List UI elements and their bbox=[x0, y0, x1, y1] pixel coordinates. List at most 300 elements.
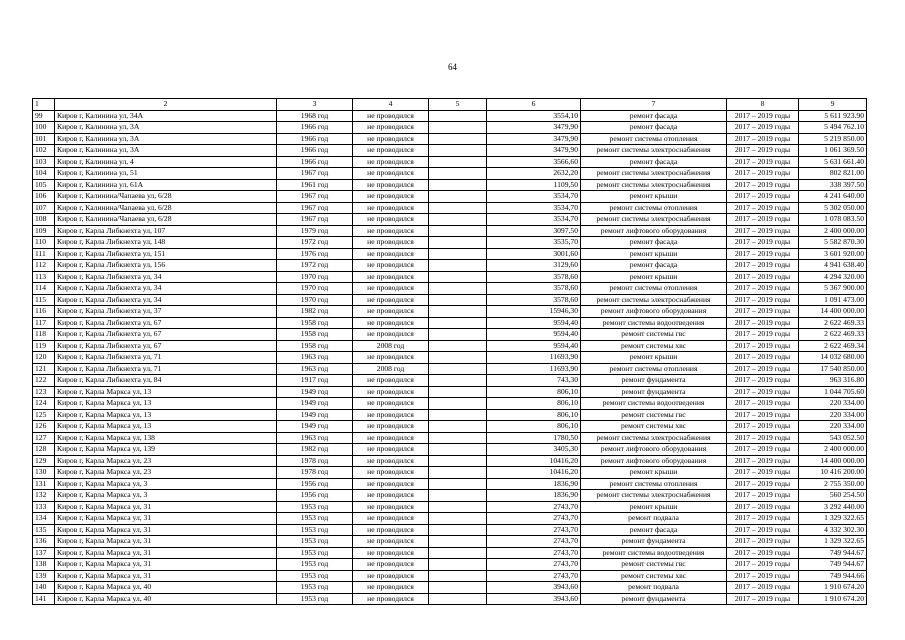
cell-work-type: ремонт подвала bbox=[581, 582, 727, 594]
cell-total-area: 1780,50 bbox=[487, 432, 581, 444]
cell-address: Киров г, Карла Маркса ул, 13 bbox=[55, 398, 277, 410]
cell-cost: 2 622 469.33 bbox=[799, 329, 867, 341]
cell-row-number: 137 bbox=[33, 547, 55, 559]
column-header: 2 bbox=[55, 99, 277, 111]
cell-address: Киров г, Карла Маркса ул, 31 bbox=[55, 524, 277, 536]
column-header: 5 bbox=[429, 99, 487, 111]
cell-work-type: ремонт фасада bbox=[581, 110, 727, 122]
cell-total-area: 3566,60 bbox=[487, 156, 581, 168]
cell-row-number: 129 bbox=[33, 455, 55, 467]
cell-last-repair-year: не проводился bbox=[353, 501, 429, 513]
table-row bbox=[33, 271, 867, 283]
cell-period: 2017 – 2019 годы bbox=[727, 110, 799, 122]
cell-build-year: 1979 год bbox=[277, 225, 353, 237]
cell-empty-cell bbox=[429, 386, 487, 398]
cell-address: Киров г, Калинина ул, 3А bbox=[55, 145, 277, 157]
cell-address: Киров г, Калинина ул, 34А bbox=[55, 110, 277, 122]
cell-total-area: 806,10 bbox=[487, 386, 581, 398]
table-row bbox=[33, 524, 867, 536]
cell-empty-cell bbox=[429, 398, 487, 410]
cell-cost: 10 416 200.00 bbox=[799, 467, 867, 479]
cell-cost: 749 944.67 bbox=[799, 559, 867, 571]
cell-empty-cell bbox=[429, 478, 487, 490]
cell-total-area: 1836,90 bbox=[487, 490, 581, 502]
cell-row-number: 123 bbox=[33, 386, 55, 398]
cell-row-number: 140 bbox=[33, 582, 55, 594]
cell-cost: 338 397.50 bbox=[799, 179, 867, 191]
cell-total-area: 9594,40 bbox=[487, 317, 581, 329]
cell-period: 2017 – 2019 годы bbox=[727, 294, 799, 306]
cell-work-type: ремонт фасада bbox=[581, 156, 727, 168]
cell-build-year: 1970 год bbox=[277, 271, 353, 283]
cell-empty-cell bbox=[429, 432, 487, 444]
cell-period: 2017 – 2019 годы bbox=[727, 455, 799, 467]
cell-empty-cell bbox=[429, 329, 487, 341]
cell-work-type: ремонт системы хвс bbox=[581, 340, 727, 352]
cell-last-repair-year: не проводился bbox=[353, 409, 429, 421]
cell-empty-cell bbox=[429, 156, 487, 168]
cell-empty-cell bbox=[429, 501, 487, 513]
cell-build-year: 1968 год bbox=[277, 110, 353, 122]
cell-period: 2017 – 2019 годы bbox=[727, 156, 799, 168]
cell-empty-cell bbox=[429, 191, 487, 203]
cell-work-type: ремонт системы электроснабжения bbox=[581, 168, 727, 180]
column-header: 4 bbox=[353, 99, 429, 111]
cell-build-year: 1953 год bbox=[277, 559, 353, 571]
cell-last-repair-year: не проводился bbox=[353, 593, 429, 605]
table-row bbox=[33, 421, 867, 433]
table-row bbox=[33, 202, 867, 214]
cell-empty-cell bbox=[429, 122, 487, 134]
cell-cost: 1 061 369.50 bbox=[799, 145, 867, 157]
cell-empty-cell bbox=[429, 179, 487, 191]
cell-empty-cell bbox=[429, 133, 487, 145]
cell-cost: 3 292 440.00 bbox=[799, 501, 867, 513]
cell-total-area: 2743,70 bbox=[487, 559, 581, 571]
cell-row-number: 131 bbox=[33, 478, 55, 490]
cell-row-number: 134 bbox=[33, 513, 55, 525]
cell-build-year: 1972 год bbox=[277, 237, 353, 249]
cell-empty-cell bbox=[429, 214, 487, 226]
cell-total-area: 3001,60 bbox=[487, 248, 581, 260]
cell-last-repair-year: не проводился bbox=[353, 490, 429, 502]
cell-build-year: 1953 год bbox=[277, 501, 353, 513]
cell-build-year: 1953 год bbox=[277, 582, 353, 594]
cell-last-repair-year: 2008 год bbox=[353, 363, 429, 375]
cell-work-type: ремонт фундамента bbox=[581, 536, 727, 548]
cell-total-area: 3129,60 bbox=[487, 260, 581, 272]
cell-build-year: 1982 год bbox=[277, 306, 353, 318]
cell-build-year: 1953 год bbox=[277, 536, 353, 548]
cell-work-type: ремонт фасада bbox=[581, 524, 727, 536]
cell-work-type: ремонт лифтового оборудования bbox=[581, 225, 727, 237]
cell-total-area: 10416,20 bbox=[487, 455, 581, 467]
cell-work-type: ремонт системы водоотведения bbox=[581, 547, 727, 559]
cell-row-number: 139 bbox=[33, 570, 55, 582]
cell-period: 2017 – 2019 годы bbox=[727, 513, 799, 525]
cell-period: 2017 – 2019 годы bbox=[727, 191, 799, 203]
cell-total-area: 2743,70 bbox=[487, 501, 581, 513]
cell-build-year: 1949 год bbox=[277, 409, 353, 421]
cell-address: Киров г, Карла Либкнехта ул, 148 bbox=[55, 237, 277, 249]
cell-period: 2017 – 2019 годы bbox=[727, 559, 799, 571]
repair-schedule-table bbox=[32, 98, 867, 605]
column-header: 6 bbox=[487, 99, 581, 111]
cell-last-repair-year: не проводился bbox=[353, 168, 429, 180]
cell-last-repair-year: не проводился bbox=[353, 110, 429, 122]
cell-row-number: 132 bbox=[33, 490, 55, 502]
cell-last-repair-year: не проводился bbox=[353, 432, 429, 444]
cell-total-area: 2743,70 bbox=[487, 536, 581, 548]
cell-empty-cell bbox=[429, 421, 487, 433]
cell-build-year: 1982 год bbox=[277, 444, 353, 456]
table-row bbox=[33, 386, 867, 398]
cell-cost: 5 367 900.00 bbox=[799, 283, 867, 295]
cell-row-number: 110 bbox=[33, 237, 55, 249]
table-row bbox=[33, 570, 867, 582]
cell-row-number: 104 bbox=[33, 168, 55, 180]
cell-address: Киров г, Карла Либкнехта ул, 67 bbox=[55, 317, 277, 329]
cell-last-repair-year: не проводился bbox=[353, 133, 429, 145]
cell-last-repair-year: не проводился bbox=[353, 237, 429, 249]
cell-work-type: ремонт системы отопления bbox=[581, 363, 727, 375]
cell-address: Киров г, Карла Маркса ул, 138 bbox=[55, 432, 277, 444]
cell-total-area: 1109,50 bbox=[487, 179, 581, 191]
cell-last-repair-year: не проводился bbox=[353, 513, 429, 525]
cell-build-year: 1966 год bbox=[277, 122, 353, 134]
cell-row-number: 106 bbox=[33, 191, 55, 203]
cell-address: Киров г, Карла Маркса ул, 40 bbox=[55, 593, 277, 605]
cell-total-area: 3534,70 bbox=[487, 214, 581, 226]
cell-period: 2017 – 2019 годы bbox=[727, 145, 799, 157]
cell-cost: 4 941 638.40 bbox=[799, 260, 867, 272]
cell-period: 2017 – 2019 годы bbox=[727, 317, 799, 329]
cell-work-type: ремонт системы водоотведения bbox=[581, 398, 727, 410]
cell-build-year: 1949 год bbox=[277, 421, 353, 433]
table-row bbox=[33, 214, 867, 226]
cell-address: Киров г, Карла Либкнехта ул, 107 bbox=[55, 225, 277, 237]
cell-address: Киров г, Карла Либкнехта ул, 71 bbox=[55, 352, 277, 364]
cell-period: 2017 – 2019 годы bbox=[727, 352, 799, 364]
cell-cost: 5 631 661.40 bbox=[799, 156, 867, 168]
cell-address: Киров г, Карла Либкнехта ул, 34 bbox=[55, 271, 277, 283]
table-row bbox=[33, 490, 867, 502]
table-row bbox=[33, 168, 867, 180]
cell-address: Киров г, Карла Либкнехта ул, 71 bbox=[55, 363, 277, 375]
cell-period: 2017 – 2019 годы bbox=[727, 432, 799, 444]
cell-cost: 220 334.00 bbox=[799, 409, 867, 421]
cell-cost: 543 052.50 bbox=[799, 432, 867, 444]
cell-cost: 5 302 050.00 bbox=[799, 202, 867, 214]
cell-period: 2017 – 2019 годы bbox=[727, 248, 799, 260]
cell-total-area: 11693,90 bbox=[487, 363, 581, 375]
cell-total-area: 15946,30 bbox=[487, 306, 581, 318]
cell-row-number: 128 bbox=[33, 444, 55, 456]
table-row bbox=[33, 375, 867, 387]
cell-address: Киров г, Карла Маркса ул, 13 bbox=[55, 409, 277, 421]
cell-build-year: 1963 год bbox=[277, 363, 353, 375]
table-row bbox=[33, 478, 867, 490]
cell-last-repair-year: не проводился bbox=[353, 524, 429, 536]
cell-empty-cell bbox=[429, 593, 487, 605]
cell-build-year: 1970 год bbox=[277, 283, 353, 295]
cell-row-number: 99 bbox=[33, 110, 55, 122]
cell-cost: 1 329 322.65 bbox=[799, 513, 867, 525]
table-row bbox=[33, 444, 867, 456]
cell-total-area: 3534,70 bbox=[487, 191, 581, 203]
cell-address: Киров г, Карла Маркса ул, 31 bbox=[55, 559, 277, 571]
cell-total-area: 2743,70 bbox=[487, 513, 581, 525]
cell-total-area: 2632,20 bbox=[487, 168, 581, 180]
cell-empty-cell bbox=[429, 582, 487, 594]
cell-total-area: 10416,20 bbox=[487, 467, 581, 479]
cell-cost: 2 400 000.00 bbox=[799, 225, 867, 237]
table-row bbox=[33, 501, 867, 513]
cell-address: Киров г, Калинина ул, 61А bbox=[55, 179, 277, 191]
cell-row-number: 102 bbox=[33, 145, 55, 157]
cell-total-area: 3097,50 bbox=[487, 225, 581, 237]
cell-empty-cell bbox=[429, 110, 487, 122]
cell-row-number: 100 bbox=[33, 122, 55, 134]
cell-build-year: 1953 год bbox=[277, 547, 353, 559]
cell-period: 2017 – 2019 годы bbox=[727, 340, 799, 352]
cell-empty-cell bbox=[429, 260, 487, 272]
cell-row-number: 136 bbox=[33, 536, 55, 548]
cell-total-area: 806,10 bbox=[487, 421, 581, 433]
cell-work-type: ремонт системы гвс bbox=[581, 559, 727, 571]
cell-address: Киров г, Карла Либкнехта ул, 67 bbox=[55, 329, 277, 341]
cell-row-number: 124 bbox=[33, 398, 55, 410]
cell-last-repair-year: не проводился bbox=[353, 191, 429, 203]
cell-row-number: 120 bbox=[33, 352, 55, 364]
cell-address: Киров г, Калинина/Чапаева ул, 6/28 bbox=[55, 202, 277, 214]
cell-period: 2017 – 2019 годы bbox=[727, 501, 799, 513]
table-row bbox=[33, 363, 867, 375]
cell-period: 2017 – 2019 годы bbox=[727, 179, 799, 191]
cell-total-area: 3578,60 bbox=[487, 271, 581, 283]
table-row bbox=[33, 133, 867, 145]
cell-period: 2017 – 2019 годы bbox=[727, 168, 799, 180]
cell-address: Киров г, Калинина ул, 51 bbox=[55, 168, 277, 180]
cell-row-number: 133 bbox=[33, 501, 55, 513]
cell-cost: 4 294 320.00 bbox=[799, 271, 867, 283]
cell-row-number: 108 bbox=[33, 214, 55, 226]
table-row bbox=[33, 225, 867, 237]
cell-period: 2017 – 2019 годы bbox=[727, 524, 799, 536]
cell-cost: 560 254.50 bbox=[799, 490, 867, 502]
cell-build-year: 1978 год bbox=[277, 455, 353, 467]
cell-build-year: 1956 год bbox=[277, 478, 353, 490]
table-row bbox=[33, 179, 867, 191]
cell-address: Киров г, Карла Маркса ул, 3 bbox=[55, 478, 277, 490]
cell-address: Киров г, Карла Маркса ул, 139 bbox=[55, 444, 277, 456]
cell-row-number: 121 bbox=[33, 363, 55, 375]
cell-work-type: ремонт фундамента bbox=[581, 375, 727, 387]
cell-last-repair-year: не проводился bbox=[353, 306, 429, 318]
cell-total-area: 806,10 bbox=[487, 409, 581, 421]
cell-last-repair-year: 2008 год bbox=[353, 340, 429, 352]
cell-last-repair-year: не проводился bbox=[353, 375, 429, 387]
cell-total-area: 9594,40 bbox=[487, 329, 581, 341]
cell-build-year: 1949 год bbox=[277, 398, 353, 410]
cell-address: Киров г, Калинина ул, 4 bbox=[55, 156, 277, 168]
cell-work-type: ремонт лифтового оборудования bbox=[581, 306, 727, 318]
cell-row-number: 141 bbox=[33, 593, 55, 605]
cell-period: 2017 – 2019 годы bbox=[727, 536, 799, 548]
cell-build-year: 1972 год bbox=[277, 260, 353, 272]
cell-empty-cell bbox=[429, 513, 487, 525]
cell-row-number: 109 bbox=[33, 225, 55, 237]
cell-empty-cell bbox=[429, 536, 487, 548]
cell-work-type: ремонт крыши bbox=[581, 352, 727, 364]
cell-empty-cell bbox=[429, 559, 487, 571]
cell-build-year: 1966 год bbox=[277, 145, 353, 157]
cell-cost: 5 219 850.00 bbox=[799, 133, 867, 145]
column-header: 8 bbox=[727, 99, 799, 111]
cell-last-repair-year: не проводился bbox=[353, 478, 429, 490]
cell-cost: 4 241 640.00 bbox=[799, 191, 867, 203]
cell-empty-cell bbox=[429, 340, 487, 352]
cell-address: Киров г, Калинина ул, 3А bbox=[55, 122, 277, 134]
cell-last-repair-year: не проводился bbox=[353, 421, 429, 433]
cell-empty-cell bbox=[429, 145, 487, 157]
cell-build-year: 1967 год bbox=[277, 168, 353, 180]
cell-address: Киров г, Карла Маркса ул, 31 bbox=[55, 547, 277, 559]
cell-total-area: 3479,90 bbox=[487, 122, 581, 134]
table-row bbox=[33, 593, 867, 605]
cell-row-number: 103 bbox=[33, 156, 55, 168]
cell-total-area: 3479,90 bbox=[487, 133, 581, 145]
cell-row-number: 116 bbox=[33, 306, 55, 318]
cell-last-repair-year: не проводился bbox=[353, 547, 429, 559]
cell-last-repair-year: не проводился bbox=[353, 248, 429, 260]
table-row bbox=[33, 432, 867, 444]
cell-address: Киров г, Карла Маркса ул, 40 bbox=[55, 582, 277, 594]
cell-build-year: 1949 год bbox=[277, 386, 353, 398]
cell-cost: 2 622 469.33 bbox=[799, 317, 867, 329]
cell-address: Киров г, Калинина/Чапаева ул, 6/28 bbox=[55, 191, 277, 203]
cell-build-year: 1917 год bbox=[277, 375, 353, 387]
cell-row-number: 101 bbox=[33, 133, 55, 145]
cell-period: 2017 – 2019 годы bbox=[727, 490, 799, 502]
cell-period: 2017 – 2019 годы bbox=[727, 214, 799, 226]
cell-period: 2017 – 2019 годы bbox=[727, 225, 799, 237]
table-row bbox=[33, 237, 867, 249]
cell-address: Киров г, Карла Либкнехта ул, 151 bbox=[55, 248, 277, 260]
table-row bbox=[33, 317, 867, 329]
cell-address: Киров г, Калинина ул, 3А bbox=[55, 133, 277, 145]
cell-work-type: ремонт фасада bbox=[581, 260, 727, 272]
cell-cost: 220 334.00 bbox=[799, 398, 867, 410]
cell-work-type: ремонт крыши bbox=[581, 248, 727, 260]
cell-build-year: 1966 год bbox=[277, 156, 353, 168]
cell-work-type: ремонт фундамента bbox=[581, 593, 727, 605]
cell-cost: 2 622 469.34 bbox=[799, 340, 867, 352]
cell-cost: 963 316.80 bbox=[799, 375, 867, 387]
table-row bbox=[33, 409, 867, 421]
cell-address: Киров г, Карла Либкнехта ул, 84 bbox=[55, 375, 277, 387]
cell-cost: 5 494 762.10 bbox=[799, 122, 867, 134]
cell-empty-cell bbox=[429, 409, 487, 421]
cell-last-repair-year: не проводился bbox=[353, 225, 429, 237]
cell-empty-cell bbox=[429, 363, 487, 375]
cell-build-year: 1976 год bbox=[277, 248, 353, 260]
cell-build-year: 1958 год bbox=[277, 317, 353, 329]
table-row bbox=[33, 547, 867, 559]
column-header: 7 bbox=[581, 99, 727, 111]
column-header: 9 bbox=[799, 99, 867, 111]
table-row bbox=[33, 398, 867, 410]
table-row bbox=[33, 559, 867, 571]
table-row bbox=[33, 352, 867, 364]
cell-last-repair-year: не проводился bbox=[353, 386, 429, 398]
cell-row-number: 117 bbox=[33, 317, 55, 329]
cell-build-year: 1958 год bbox=[277, 329, 353, 341]
cell-build-year: 1978 год bbox=[277, 467, 353, 479]
cell-empty-cell bbox=[429, 524, 487, 536]
table-row bbox=[33, 582, 867, 594]
cell-period: 2017 – 2019 годы bbox=[727, 467, 799, 479]
cell-last-repair-year: не проводился bbox=[353, 559, 429, 571]
cell-cost: 1 078 083.50 bbox=[799, 214, 867, 226]
cell-empty-cell bbox=[429, 352, 487, 364]
cell-total-area: 1836,90 bbox=[487, 478, 581, 490]
cell-cost: 4 332 302.30 bbox=[799, 524, 867, 536]
cell-empty-cell bbox=[429, 375, 487, 387]
cell-work-type: ремонт системы водоотведения bbox=[581, 317, 727, 329]
cell-row-number: 105 bbox=[33, 179, 55, 191]
cell-build-year: 1953 год bbox=[277, 570, 353, 582]
cell-row-number: 107 bbox=[33, 202, 55, 214]
cell-total-area: 3405,30 bbox=[487, 444, 581, 456]
cell-cost: 802 821.00 bbox=[799, 168, 867, 180]
cell-last-repair-year: не проводился bbox=[353, 202, 429, 214]
cell-build-year: 1961 год bbox=[277, 179, 353, 191]
table-row bbox=[33, 110, 867, 122]
cell-cost: 14 400 000.00 bbox=[799, 306, 867, 318]
cell-work-type: ремонт системы электроснабжения bbox=[581, 490, 727, 502]
cell-total-area: 3943,60 bbox=[487, 593, 581, 605]
cell-row-number: 135 bbox=[33, 524, 55, 536]
table-row bbox=[33, 145, 867, 157]
cell-total-area: 2743,70 bbox=[487, 570, 581, 582]
table-row bbox=[33, 294, 867, 306]
cell-period: 2017 – 2019 годы bbox=[727, 593, 799, 605]
cell-work-type: ремонт системы гвс bbox=[581, 329, 727, 341]
cell-total-area: 3535,70 bbox=[487, 237, 581, 249]
cell-row-number: 115 bbox=[33, 294, 55, 306]
cell-cost: 14 400 000.00 bbox=[799, 455, 867, 467]
page-number: 64 bbox=[448, 62, 457, 72]
cell-period: 2017 – 2019 годы bbox=[727, 122, 799, 134]
cell-total-area: 3479,90 bbox=[487, 145, 581, 157]
cell-period: 2017 – 2019 годы bbox=[727, 386, 799, 398]
cell-cost: 2 755 350.00 bbox=[799, 478, 867, 490]
cell-total-area: 3534,70 bbox=[487, 202, 581, 214]
cell-period: 2017 – 2019 годы bbox=[727, 444, 799, 456]
cell-last-repair-year: не проводился bbox=[353, 352, 429, 364]
cell-row-number: 118 bbox=[33, 329, 55, 341]
table-row bbox=[33, 156, 867, 168]
cell-work-type: ремонт системы электроснабжения bbox=[581, 179, 727, 191]
cell-work-type: ремонт системы гвс bbox=[581, 409, 727, 421]
cell-row-number: 119 bbox=[33, 340, 55, 352]
cell-cost: 1 910 674.20 bbox=[799, 582, 867, 594]
cell-empty-cell bbox=[429, 225, 487, 237]
cell-work-type: ремонт фасада bbox=[581, 237, 727, 249]
cell-last-repair-year: не проводился bbox=[353, 329, 429, 341]
cell-last-repair-year: не проводился bbox=[353, 260, 429, 272]
